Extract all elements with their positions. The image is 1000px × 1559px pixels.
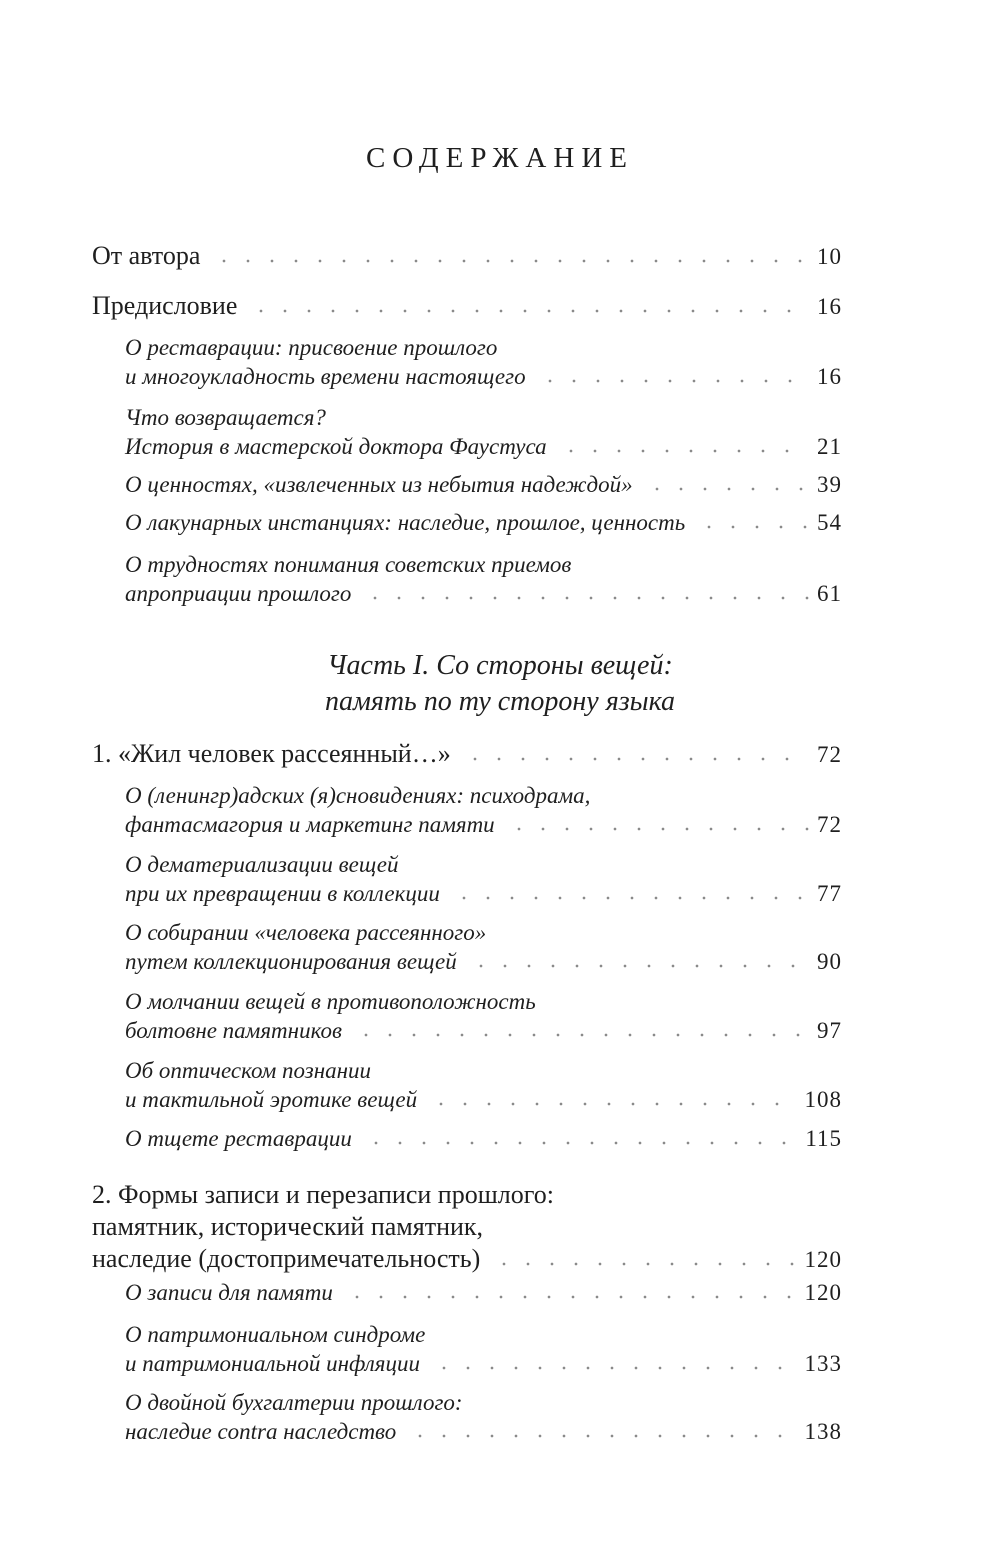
toc-entry-line <box>92 1179 842 1211</box>
toc-entry-line <box>125 1124 842 1153</box>
toc-entry-title: О (ленингр)адских (я)сновидениях: психодрама, <box>125 783 591 808</box>
dot-leader <box>432 1365 797 1371</box>
toc-entry-line <box>125 1056 842 1085</box>
toc-subentry <box>125 850 842 908</box>
toc-entry <box>92 240 842 272</box>
toc-entry-title: О ценностях, «извлеченных из небытия надеждой» <box>125 472 633 497</box>
toc-entry-title: Предисловие <box>92 291 238 320</box>
toc-subentry <box>125 781 842 839</box>
toc-entry-line <box>125 362 842 391</box>
part-heading <box>0 648 1000 720</box>
toc-entry-title: О тщете реставрации <box>125 1126 352 1151</box>
toc-page-number: 10 <box>817 244 842 269</box>
toc-entry <box>92 290 842 322</box>
toc-entry-title: О записи для памяти <box>125 1280 333 1305</box>
dot-leader <box>559 448 809 454</box>
toc-page-number: 39 <box>817 472 842 497</box>
dot-leader <box>697 524 809 530</box>
toc-entry-line <box>125 918 842 947</box>
toc-entry-title: О двойной бухгалтерии прошлого: <box>125 1390 463 1415</box>
toc-entry-title: памятник, исторический памятник, <box>92 1212 484 1241</box>
toc-page-number: 21 <box>817 434 842 459</box>
toc-entry-line <box>92 1243 842 1275</box>
toc-entry-line <box>125 987 842 1016</box>
dot-leader <box>538 378 809 384</box>
toc-entry-title: О реставрации: присвоение прошлого <box>125 335 498 360</box>
toc-page-number: 16 <box>817 364 842 389</box>
toc-entry-line <box>125 850 842 879</box>
dot-leader <box>249 308 809 314</box>
toc-page-number: 90 <box>817 949 842 974</box>
toc-entry-title: О собирании «человека рассеянного» <box>125 920 487 945</box>
toc-entry-line <box>92 290 842 322</box>
toc-page-number: 108 <box>804 1087 842 1112</box>
toc-entry-title: при их превращении в коллекции <box>125 881 440 906</box>
page-title: СОДЕРЖАНИЕ <box>366 142 634 174</box>
toc-entry-title: и патримониальной инфляции <box>125 1351 420 1376</box>
toc-subentry <box>125 1320 842 1378</box>
toc-entry-title: О молчании вещей в противоположность <box>125 989 536 1014</box>
toc-entry-line <box>125 333 842 362</box>
toc-entry-line <box>125 1016 842 1045</box>
toc-page-number: 133 <box>804 1351 842 1376</box>
dot-leader <box>645 486 809 492</box>
toc-entry-title: 2. Формы записи и перезаписи прошлого: <box>92 1180 554 1209</box>
dot-leader <box>363 595 809 601</box>
toc-entry-line <box>92 1211 842 1243</box>
toc-page-number: 97 <box>817 1018 842 1043</box>
toc-entry-title: О дематериализации вещей <box>125 852 399 877</box>
toc-entry-line <box>125 1388 842 1417</box>
toc-entry-line <box>125 470 842 499</box>
toc-page-number: 72 <box>817 812 842 837</box>
toc-entry-line <box>92 738 842 770</box>
toc-entry-line <box>125 432 842 461</box>
toc-entry-line <box>125 879 842 908</box>
toc-entry-title: путем коллекционирования вещей <box>125 949 457 974</box>
dot-leader <box>354 1032 809 1038</box>
toc-entry-title: наследие contra наследство <box>125 1419 397 1444</box>
toc-entry-line <box>125 403 842 432</box>
toc-page-number: 115 <box>805 1126 842 1151</box>
toc-entry-line <box>125 947 842 976</box>
dot-leader <box>452 895 809 901</box>
toc-page-number: 72 <box>817 742 842 767</box>
toc-entry <box>92 1179 842 1275</box>
toc-entry-line <box>92 240 842 272</box>
toc-subentry <box>125 1278 842 1307</box>
toc-entry-line <box>125 1278 842 1307</box>
toc-page-number: 120 <box>804 1247 842 1272</box>
toc-entry-title: наследие (достопримечательность) <box>92 1244 481 1273</box>
toc-entry-title: История в мастерской доктора Фаустуса <box>125 434 547 459</box>
toc-entry-title: 1. «Жил человек рассеянный…» <box>92 739 451 768</box>
toc-subentry <box>125 333 842 391</box>
toc-entry-line <box>125 508 842 537</box>
toc-entry-title: фантасмагория и маркетинг памяти <box>125 812 495 837</box>
toc-page-number: 120 <box>804 1280 842 1305</box>
toc-entry-title: Что возвращается? <box>125 405 326 430</box>
toc-entry-title: О трудностях понимания советских приемов <box>125 552 572 577</box>
toc-page-number: 61 <box>817 581 842 606</box>
toc-subentry <box>125 508 842 537</box>
toc-subentry <box>125 470 842 499</box>
toc-entry-title: апроприации прошлого <box>125 581 352 606</box>
toc-entry-line <box>125 810 842 839</box>
toc-entry-title: Об оптическом познании <box>125 1058 372 1083</box>
toc-entry-line <box>125 1349 842 1378</box>
toc-entry-title: и многоукладность времени настоящего <box>125 364 526 389</box>
toc-entry-line <box>125 579 842 608</box>
toc-subentry <box>125 1124 842 1153</box>
toc-subentry <box>125 550 842 608</box>
toc-subentry <box>125 1388 842 1446</box>
toc-entry-line <box>125 1085 842 1114</box>
toc-entry <box>92 738 842 770</box>
dot-leader <box>429 1101 796 1107</box>
dot-leader <box>463 756 809 762</box>
toc-entry-line <box>125 1417 842 1446</box>
toc-entry-line <box>125 781 842 810</box>
toc-entry-line <box>125 550 842 579</box>
toc-subentry <box>125 918 842 976</box>
toc-page-number: 77 <box>817 881 842 906</box>
toc-entry-title: От автора <box>92 241 201 270</box>
toc-page-number: 138 <box>804 1419 842 1444</box>
toc-entry-title: болтовне памятников <box>125 1018 342 1043</box>
toc-entry-title: О патримониальном синдроме <box>125 1322 426 1347</box>
dot-leader <box>492 1261 796 1267</box>
toc-entry-title: О лакунарных инстанциях: наследие, прошлое, ценность <box>125 510 686 535</box>
toc-subentry <box>125 987 842 1045</box>
toc-page-number: 16 <box>817 294 842 319</box>
toc-entry-title: и тактильной эротике вещей <box>125 1087 418 1112</box>
toc-entry-line <box>125 1320 842 1349</box>
dot-leader <box>507 826 809 832</box>
dot-leader <box>408 1433 796 1439</box>
toc-subentry <box>125 403 842 461</box>
dot-leader <box>364 1140 797 1146</box>
part-heading-line: память по ту сторону языка <box>324 686 676 717</box>
dot-leader <box>469 963 809 969</box>
toc-page-number: 54 <box>817 510 842 535</box>
dot-leader <box>345 1294 797 1300</box>
part-heading-line: Часть I. Со стороны вещей: <box>327 650 673 681</box>
toc-subentry <box>125 1056 842 1114</box>
dot-leader <box>212 258 809 264</box>
